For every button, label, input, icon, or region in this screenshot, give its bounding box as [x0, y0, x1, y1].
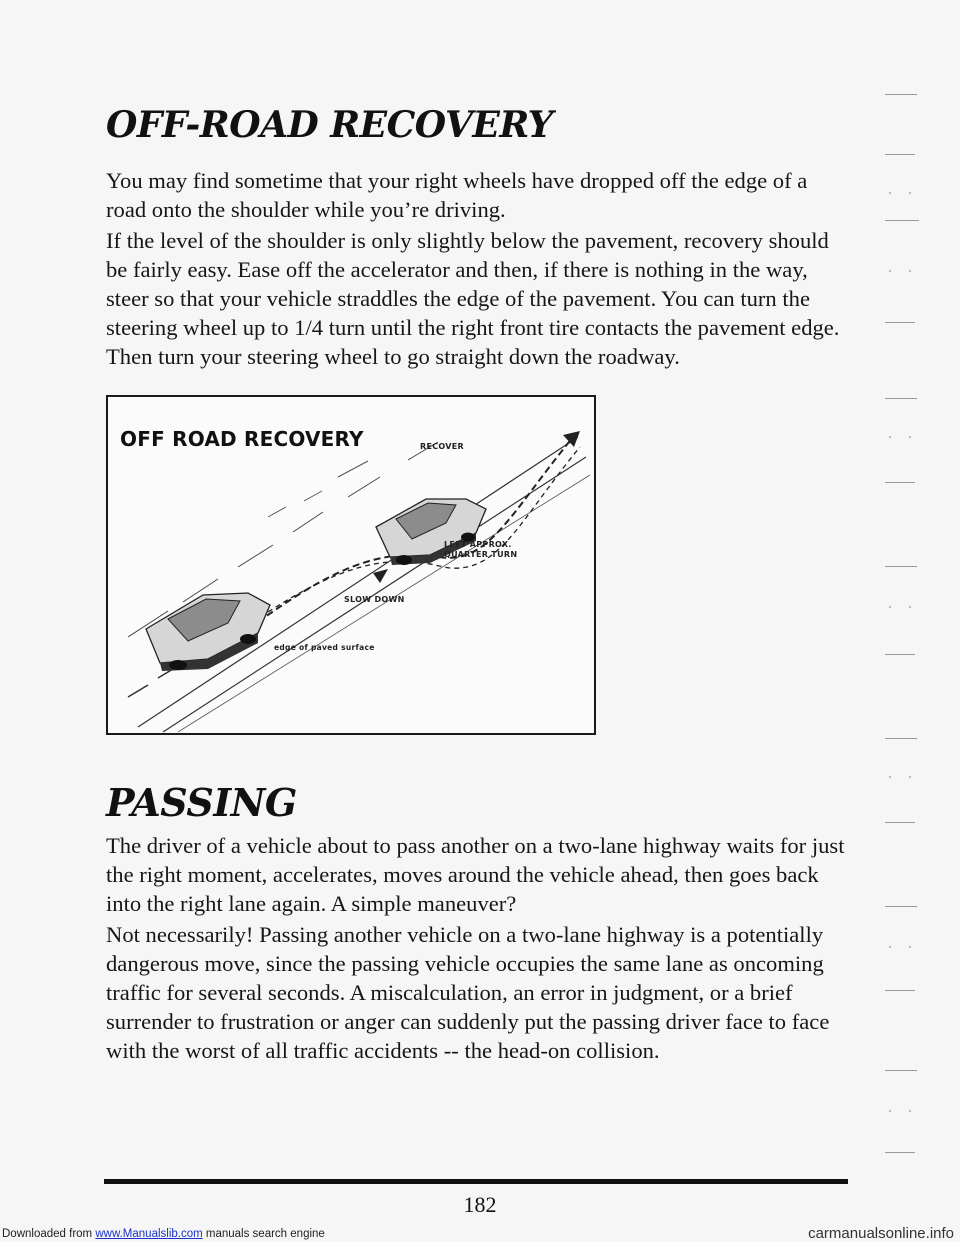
site-watermark: carmanualsonline.info: [808, 1225, 954, 1242]
margin-dot: [909, 192, 911, 194]
margin-dot: [909, 776, 911, 778]
label-left-line-2: QUARTER TURN: [444, 550, 518, 559]
download-notice: [2, 1226, 325, 1242]
margin-tick: [885, 154, 915, 155]
download-footer: [0, 1226, 960, 1242]
margin-tick: [885, 398, 917, 399]
label-left-line-1: LEFT APPROX.: [444, 540, 512, 549]
margin-tick: [885, 1152, 915, 1153]
road-dash: [268, 461, 368, 517]
margin-dot: [889, 1110, 891, 1112]
download-prefix: Downloaded from: [2, 1228, 96, 1240]
label-recover: RECOVER: [420, 442, 464, 451]
label-slow-down: SLOW DOWN: [344, 595, 405, 604]
margin-tick: [885, 906, 917, 907]
offroad-recovery-illustration: [106, 395, 596, 735]
footer-rule: [104, 1179, 848, 1184]
margin-dot: [909, 436, 911, 438]
margin-tick-marks: [885, 86, 925, 1186]
margin-tick: [885, 1070, 917, 1071]
margin-tick: [885, 220, 919, 221]
margin-dot: [889, 436, 891, 438]
margin-dot: [909, 270, 911, 272]
margin-dot: [889, 192, 891, 194]
margin-dot: [889, 776, 891, 778]
offroad-paragraph-1: You may find sometime that your right wheels have dropped off the edge of a road onto the shoulder while you’re driving.: [106, 168, 808, 222]
margin-dot: [889, 606, 891, 608]
margin-tick: [885, 322, 915, 323]
margin-dot: [909, 946, 911, 948]
margin-tick: [885, 654, 915, 655]
margin-tick: [885, 822, 915, 823]
margin-tick: [885, 482, 915, 483]
margin-tick: [885, 566, 917, 567]
road-edge-line: [138, 437, 578, 727]
margin-dot: [889, 270, 891, 272]
margin-dot: [909, 1110, 911, 1112]
offroad-heading: OFF-ROAD RECOVERY: [106, 104, 553, 146]
margin-dot: [909, 606, 911, 608]
figure-title: OFF ROAD RECOVERY: [120, 427, 364, 451]
margin-tick: [885, 94, 917, 95]
page-number: 182: [463, 1192, 497, 1217]
passing-heading: PASSING: [106, 780, 297, 825]
margin-tick: [885, 990, 915, 991]
passing-paragraph-1: The driver of a vehicle about to pass another on a two-lane highway waits for just the right moment, accelerates, moves around the vehicle ahead, then goes back into the right lane again. A simple maneuver?: [106, 833, 845, 916]
offroad-paragraph-2: If the level of the shoulder is only slightly below the pavement, recovery should be fairly easy. Ease off the accelerator and then, if there is nothing in the way, steer so that your vehicle straddles the edge of the pavement. You can turn the steering wheel up to 1/4 turn until the right front tire contacts the pavement edge. Then turn your steering wheel to go straight down the roadway.: [106, 228, 840, 369]
passing-paragraph-2: Not necessarily! Passing another vehicle on a two-lane highway is a potentially dangerous move, since the passing vehicle occupies the same lane as oncoming traffic for several seconds. A miscalculation, an error in judgment, or a brief surrender to frustration or anger can suddenly put the passing driver face to face with the worst of all traffic accidents -- the head-on collision.: [106, 922, 830, 1063]
margin-dot: [889, 946, 891, 948]
download-suffix: manuals search engine: [202, 1228, 325, 1240]
label-left-quarter-turn: [444, 540, 574, 560]
manualslib-link[interactable]: www.Manualslib.com: [95, 1228, 203, 1240]
car-rear-icon: [146, 593, 270, 671]
label-edge-of-paved-surface: edge of paved surface: [274, 643, 375, 652]
margin-tick: [885, 738, 917, 739]
